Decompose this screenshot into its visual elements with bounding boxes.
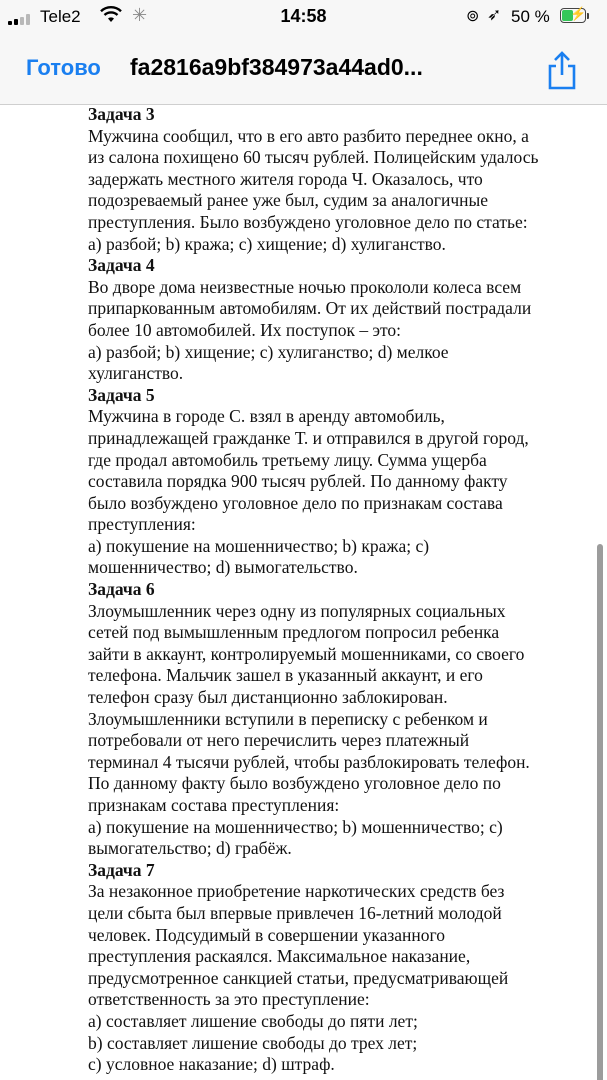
document-line: мошенничество; d) вымогательство. [88, 557, 358, 578]
document-line: Злоумышленник через одну из популярных социальных [88, 600, 506, 621]
document-line: из салона похищено 60 тысяч рублей. Полицейским удалось [88, 147, 539, 168]
document-line: зайти в аккаунт, контролируемый мошенниками, со своего [88, 643, 525, 664]
document-line: составила порядка 900 тысяч рублей. По данному факту [88, 471, 508, 492]
scrollbar[interactable] [597, 544, 603, 1080]
task-heading: Задача 4 [88, 255, 155, 276]
charging-bolt-icon: ⚡ [570, 6, 587, 21]
document-line: телефона. Мальчик зашел в указанный аккаунт, и его [88, 665, 483, 686]
document-line: цели сбыта был впервые привлечен 16-летний молодой [88, 902, 502, 923]
share-icon[interactable] [545, 50, 579, 90]
document-line: человек. Подсудимый в совершении указанного [88, 924, 445, 945]
orientation-lock-icon: ⊚ [466, 8, 480, 25]
task-heading: Задача 5 [88, 384, 155, 405]
document-line: терминал 4 тысячи рублей, чтобы разблокировать телефон. [88, 751, 530, 772]
status-bar [0, 0, 607, 36]
document-line: подозреваемый ранее уже был, судим за аналогичные [88, 190, 489, 211]
document-line: По данному факту было возбуждено уголовное дело по [88, 773, 501, 794]
done-button[interactable]: Готово [26, 55, 101, 80]
document-line: признакам состава преступления: [88, 795, 340, 815]
task-heading: Задача 3 [88, 104, 155, 124]
document-line: Мужчина в городе С. взял в аренду автомобиль, [88, 406, 445, 427]
document-line: а) покушение на мошенничество; b) кража; c) [88, 535, 430, 556]
task-heading: Задача 7 [88, 859, 155, 880]
document-line: а) разбой; b) кража; c) хищение; d) хулиганство. [88, 233, 446, 254]
document-line: c) условное наказание; d) штраф. [88, 1054, 335, 1075]
document-line: хулиганство. [88, 363, 184, 384]
document-line: b) составляет лишение свободы до трех лет; [88, 1032, 418, 1053]
battery-percent: 50 % [511, 7, 550, 26]
document-line: предусмотренное санкцией статьи, предусматривающей [88, 967, 509, 988]
battery-terminal [587, 13, 589, 19]
carrier-name: Tele2 [40, 7, 81, 26]
document-line: принадлежащей гражданке Т. и отправился в другой город, [88, 427, 529, 448]
document-line: потребовали от него перечислить через платежный [88, 730, 470, 751]
document-line: а) разбой; b) хищение; c) хулиганство; d) мелкое [88, 341, 449, 362]
document-line: а) составляет лишение свободы до пяти лет; [88, 1010, 418, 1031]
document-title: fa2816a9bf384973a44ad0... [130, 54, 423, 80]
document-line: Злоумышленники вступили в переписку с ребенком и [88, 708, 488, 729]
document-line: преступления. Было возбуждено уголовное дело по статье: [88, 211, 528, 232]
navigation-bar [0, 36, 607, 105]
document-line: телефон сразу был дистанционно заблокирован. [88, 687, 448, 708]
document-line: более 10 автомобилей. Их поступок – это: [88, 319, 401, 340]
document-line: сетей под вымышленным предлогом попросил ребенка [88, 622, 500, 643]
activity-spinner-icon: ✳ [132, 5, 148, 25]
document-line: преступления раскаялся. Максимальное наказание, [88, 946, 471, 967]
document-line: Мужчина сообщил, что в его авто разбито переднее окно, а [88, 125, 529, 146]
task-heading: Задача 6 [88, 579, 155, 600]
clock: 14:58 [280, 6, 327, 26]
document-line: припаркованным автомобилям. От их действий пострадали [88, 298, 532, 319]
document-line: где продал автомобиль третьему лицу. Сумма ущерба [88, 449, 487, 470]
document-line: вымогательство; d) грабёж. [88, 838, 292, 859]
location-icon: ➶ [487, 5, 502, 24]
battery-icon [560, 8, 586, 23]
document-line: было возбуждено уголовное дело по признакам состава [88, 492, 503, 513]
document-line: преступления: [88, 514, 196, 535]
document-viewer[interactable] [0, 104, 607, 1080]
document-line: Во дворе дома неизвестные ночью прокололи колеса всем [88, 276, 522, 297]
document-line: За незаконное приобретение наркотических средств без [88, 881, 505, 902]
document-line: задержать местного жителя города Ч. Оказалось, что [88, 168, 483, 189]
document-line: ответственность за это преступление: [88, 989, 370, 1010]
document-line: а) покушение на мошенничество; b) мошенничество; c) [88, 816, 503, 837]
document-body [88, 104, 588, 1076]
